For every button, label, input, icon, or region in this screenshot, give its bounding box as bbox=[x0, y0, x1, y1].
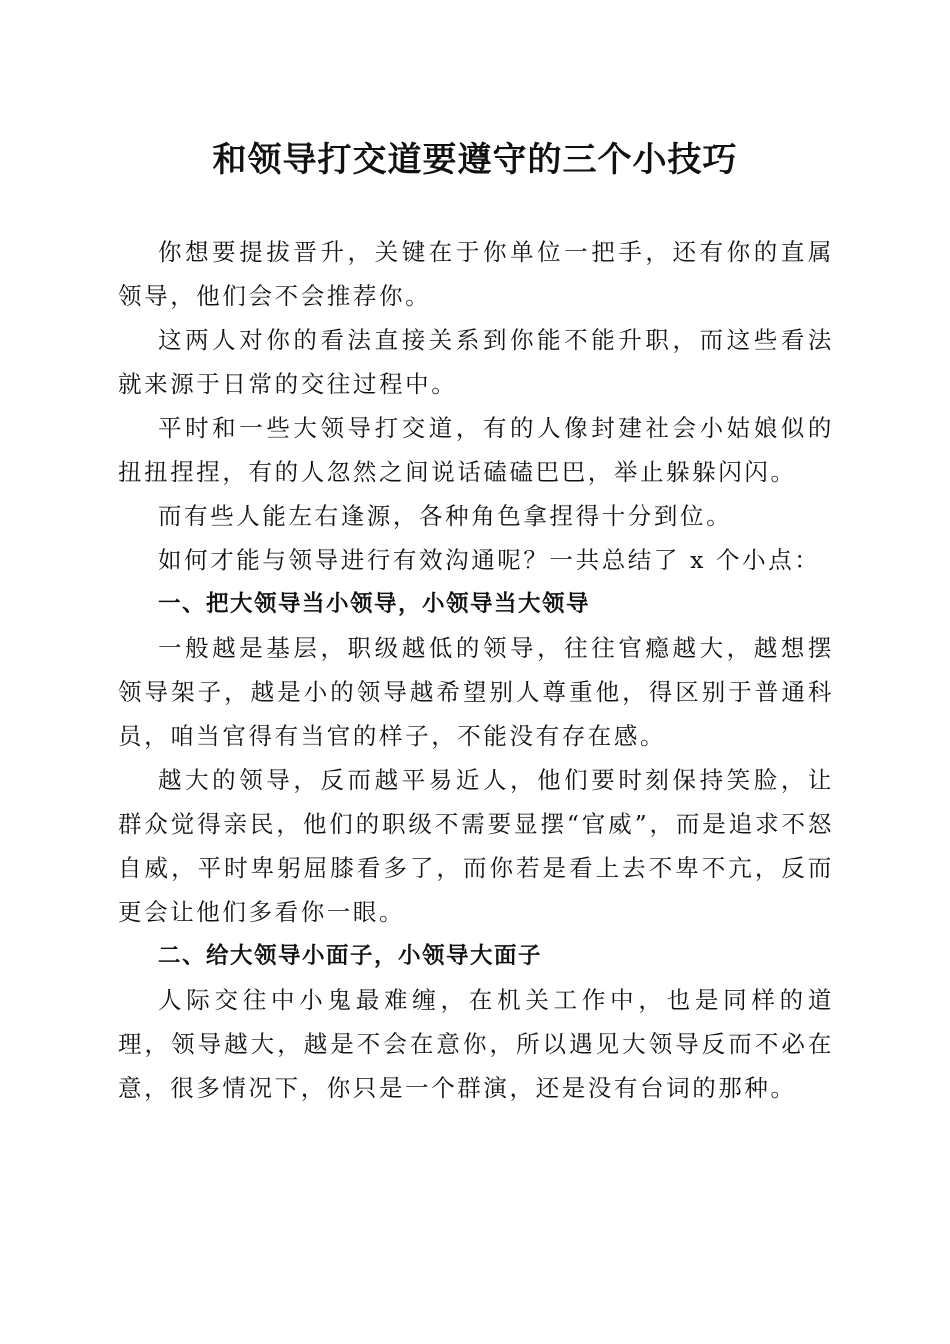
paragraph: 人际交往中小鬼最难缠，在机关工作中，也是同样的道理，领导越大，越是不会在意你，所以遇见大领导反而不必在意，很多情况下，你只是一个群演，还是没有台词的那种。 bbox=[118, 986, 834, 1102]
paragraph: 这两人对你的看法直接关系到你能不能升职，而这些看法就来源于日常的交往过程中。 bbox=[118, 326, 834, 398]
paragraph: 平时和一些大领导打交道，有的人像封建社会小姑娘似的扭扭捏捏，有的人忽然之间说话磕磕巴巴，举止躲躲闪闪。 bbox=[118, 414, 834, 486]
paragraph: 你想要提拔晋升，关键在于你单位一把手，还有你的直属领导，他们会不会推荐你。 bbox=[118, 238, 834, 310]
paragraph: 越大的领导，反而越平易近人，他们要时刻保持笑脸，让群众觉得亲民，他们的职级不需要显摆“官威”，而是追求不怒自威，平时卑躬屈膝看多了，而你若是看上去不卑不亢，反而更会让他们多看你一眼。 bbox=[118, 766, 834, 926]
paragraph: 而有些人能左右逢源，各种角色拿捏得十分到位。 bbox=[158, 502, 733, 530]
paragraph: 如何才能与领导进行有效沟通呢？一共总结了 x 个小点： bbox=[158, 546, 821, 574]
document-title: 和领导打交道要遵守的三个小技巧 bbox=[212, 140, 738, 180]
document-body bbox=[118, 230, 834, 1110]
paragraph: 一般越是基层，职级越低的领导，往往官瘾越大，越想摆领导架子，越是小的领导越希望别人尊重他，得区别于普通科员，咱当官得有当官的样子，不能没有存在感。 bbox=[118, 634, 834, 750]
section-heading-1: 一、把大领导当小领导，小领导当大领导 bbox=[158, 591, 591, 617]
section-heading-2: 二、给大领导小面子，小领导大面子 bbox=[158, 943, 543, 969]
